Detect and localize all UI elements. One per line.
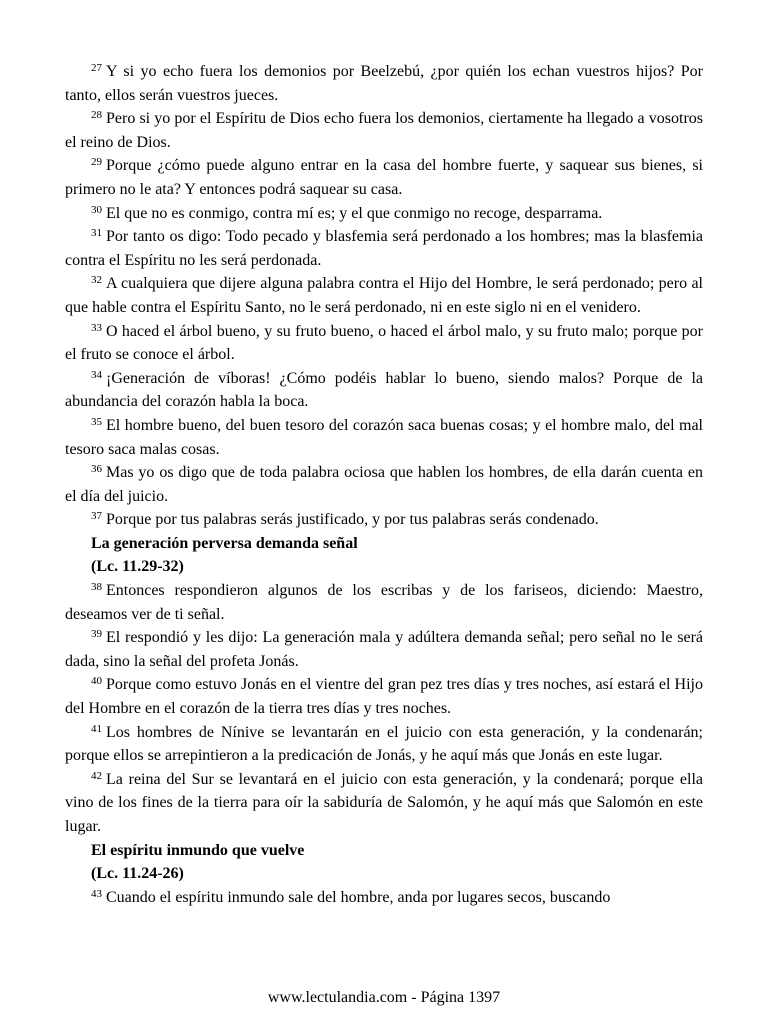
verse <box>65 320 703 367</box>
verse-text: Pero si yo por el Espíritu de Dios echo fuera los demonios, ciertamente ha llegado a vosotros el reino de Dios. <box>65 110 703 151</box>
verse <box>65 60 703 107</box>
verse-number: 34 <box>91 368 102 381</box>
section-heading: (Lc. 11.24-26) <box>91 865 184 883</box>
verse <box>65 508 703 532</box>
verse-text: Mas yo os digo que de toda palabra ociosa que hablen los hombres, de ella darán cuenta en el día del juicio. <box>65 464 703 505</box>
verse <box>65 225 703 272</box>
verse-text: Porque como estuvo Jonás en el vientre del gran pez tres días y tres noches, así estará el Hijo del Hombre en el corazón de la tierra tres días y tres noches. <box>65 676 703 718</box>
verse-number: 39 <box>91 628 102 641</box>
page-footer: www.lectulandia.com - Página 1397 <box>267 989 501 1006</box>
verse-number: 40 <box>91 675 102 688</box>
section-heading: La generación perversa demanda señal <box>91 534 358 552</box>
verse-text: O haced el árbol bueno, y su fruto bueno, o haced el árbol malo, y su fruto malo; porque por el fruto se conoce el árbol. <box>65 322 703 364</box>
verse-number: 42 <box>91 769 102 782</box>
verse-text: A cualquiera que dijere alguna palabra contra el Hijo del Hombre, le será perdonado; pero al que hable contra el Espíritu Santo, no le será perdonado, ni en este siglo ni en el venidero. <box>65 275 703 316</box>
verse <box>65 414 703 461</box>
verse-number: 33 <box>91 321 102 334</box>
verse-text: Cuando el espíritu inmundo sale del hombre, anda por lugares secos, buscando <box>106 888 611 906</box>
verse <box>65 886 703 910</box>
verse <box>65 626 703 673</box>
verse-text: El hombre bueno, del buen tesoro del corazón saca buenas cosas; y el hombre malo, del mal tesoro saca malas cosas. <box>65 416 703 458</box>
verse-number: 41 <box>91 722 102 735</box>
verse <box>65 107 703 154</box>
verse-number: 36 <box>91 463 102 476</box>
verse-text: ¡Generación de víboras! ¿Cómo podéis hablar lo bueno, siendo malos? Porque de la abundancia del corazón habla la boca. <box>65 369 703 411</box>
verse <box>65 461 703 508</box>
verse-text: La reina del Sur se levantará en el juicio con esta generación, y la condenará; porque ella vino de los fines de la tierra para oír la sabiduría de Salomón, y he aquí más que Salomón en este lugar. <box>65 770 703 835</box>
verse-text: Y si yo echo fuera los demonios por Beelzebú, ¿por quién los echan vuestros hijos? Por tanto, ellos serán vuestros jueces. <box>65 63 703 104</box>
verse-text: Los hombres de Nínive se levantarán en el juicio con esta generación, y la condenarán; porque ellos se arrepintieron a la predicación de Jonás, y he aquí más que Jonás en este lugar. <box>65 723 703 765</box>
verse-text: Porque por tus palabras serás justificado, y por tus palabras serás condenado. <box>106 511 599 529</box>
verse-number: 32 <box>91 274 102 287</box>
verse-text: Porque ¿cómo puede alguno entrar en la casa del hombre fuerte, y saquear sus bienes, si primero no le ata? Y entonces podrá saquear su casa. <box>65 157 703 198</box>
verse-number: 29 <box>91 156 102 169</box>
verse <box>65 367 703 414</box>
verse <box>65 768 703 839</box>
verse <box>65 202 703 226</box>
verse-text: El que no es conmigo, contra mí es; y el que conmigo no recoge, desparrama. <box>106 204 603 222</box>
verse-number: 38 <box>91 581 102 594</box>
verse <box>65 721 703 768</box>
page-body <box>65 60 703 909</box>
verse-number: 37 <box>91 510 102 523</box>
verse-number: 35 <box>91 415 102 428</box>
verse <box>65 154 703 201</box>
verse-number: 30 <box>91 203 102 216</box>
section-heading: (Lc. 11.29-32) <box>91 558 184 576</box>
verse <box>65 579 703 626</box>
verse-number: 43 <box>91 887 102 900</box>
verse-number: 31 <box>91 227 102 240</box>
verse-number: 27 <box>91 62 102 74</box>
verse-text: Por tanto os digo: Todo pecado y blasfemia será perdonado a los hombres; mas la blasfemia contra el Espíritu no les será perdonada. <box>65 228 703 269</box>
verse-text: El respondió y les dijo: La generación mala y adúltera demanda señal; pero señal no le será dada, sino la señal del profeta Jonás. <box>65 629 703 670</box>
verse-number: 28 <box>91 109 102 122</box>
verse <box>65 673 703 720</box>
verse <box>65 272 703 319</box>
verse-text: Entonces respondieron algunos de los escribas y de los fariseos, diciendo: Maestro, deseamos ver de ti señal. <box>65 582 703 623</box>
section-heading: El espíritu inmundo que vuelve <box>91 841 305 859</box>
